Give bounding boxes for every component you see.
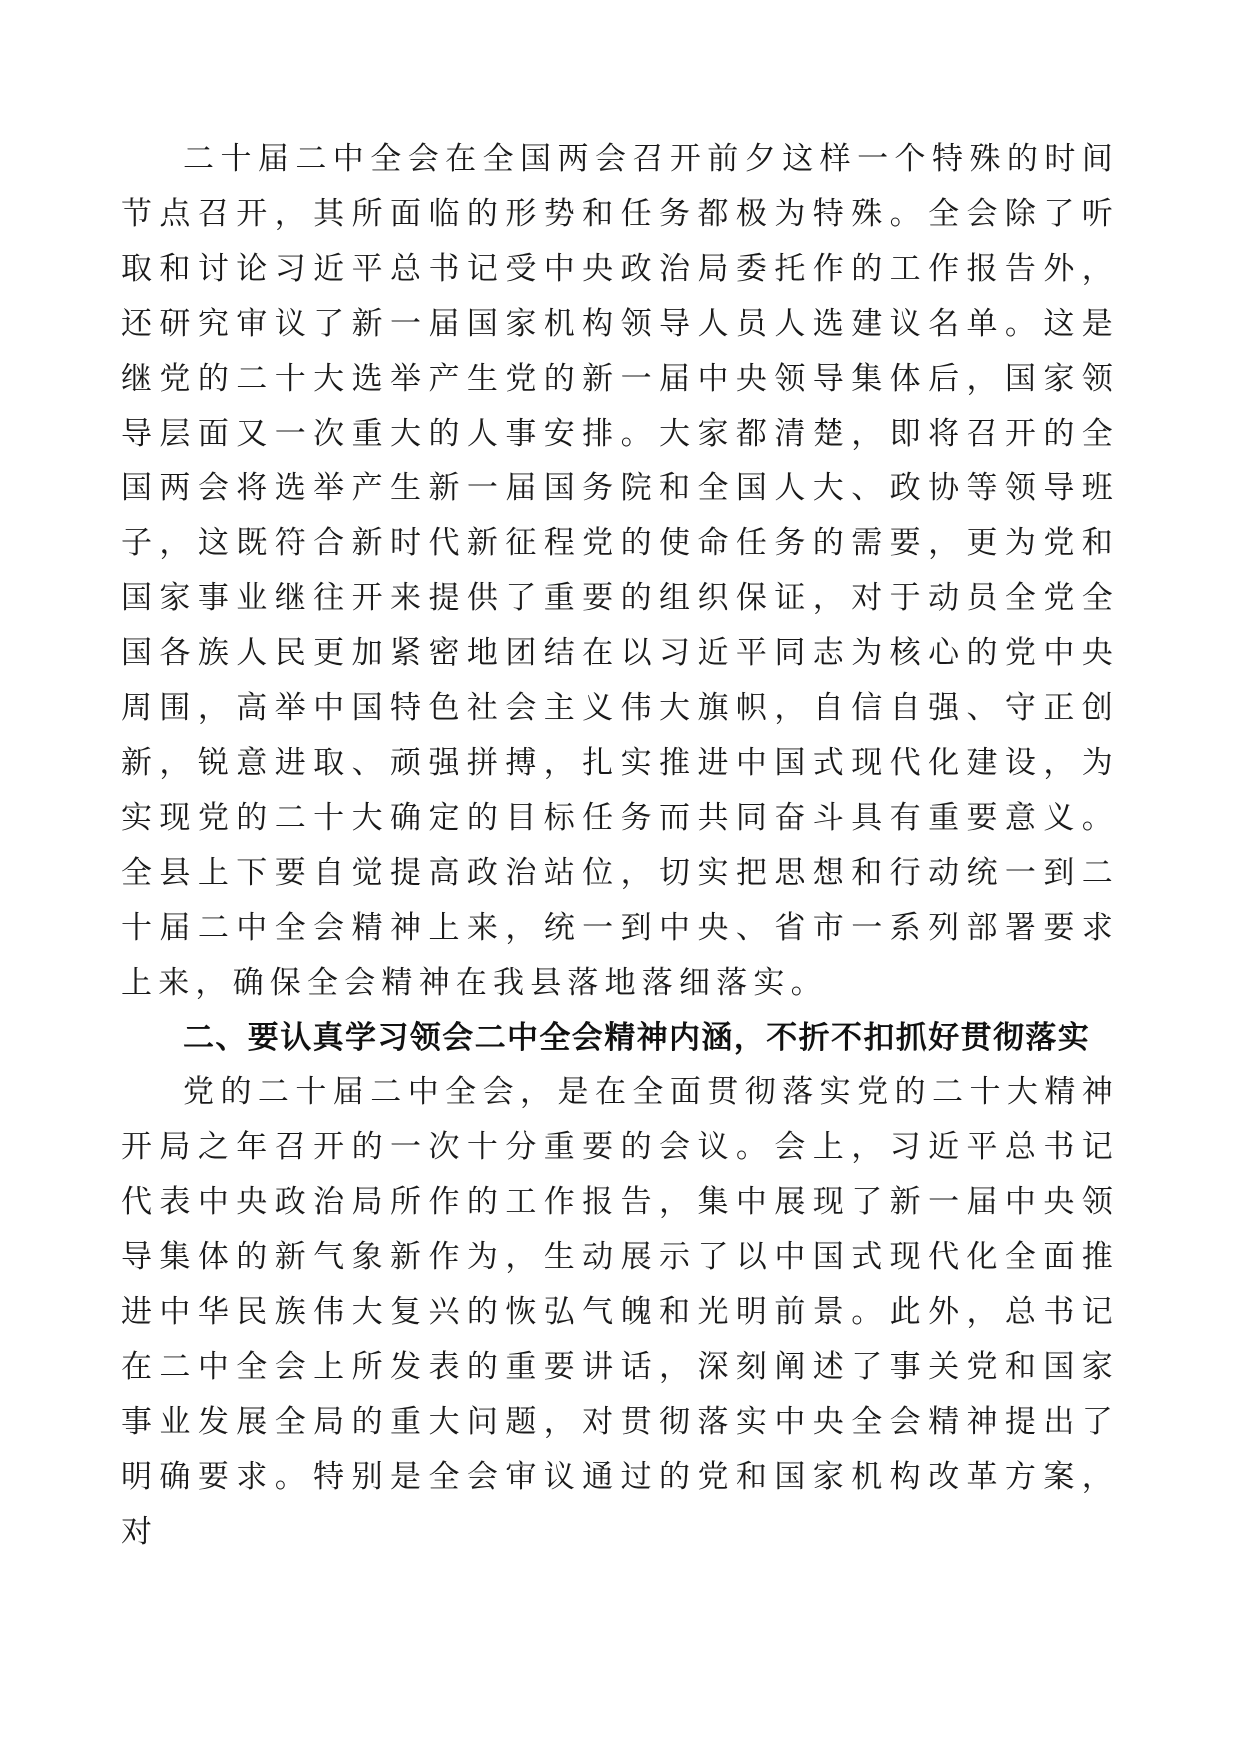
body-paragraph: 二十届二中全会在全国两会召开前夕这样一个特殊的时间节点召开，其所面临的形势和任务都极为特殊。全会除了听取和讨论习近平总书记受中央政治局委托作的工作报告外，还研究审议了新一届国家机构领导人员人选建议名单。这是继党的二十大选举产生党的新一届中央领导集体后，国家领导层面又一次重大的人事安排。大家都清楚，即将召开的全国两会将选举产生新一届国务院和全国人大、政协等领导班子，这既符合新时代新征程党的使命任务的需要，更为党和国家事业继往开来提供了重要的组织保证，对于动员全党全国各族人民更加紧密地团结在以习近平同志为核心的党中央周围，高举中国特色社会主义伟大旗帜，自信自强、守正创新，锐意进取、顽强拼搏，扎实推进中国式现代化建设，为实现党的二十大确定的目标任务而共同奋斗具有重要意义。全县上下要自觉提高政治站位，切实把思想和行动统一到二十届二中全会精神上来，统一到中央、省市一系列部署要求上来，确保全会精神在我县落地落细落实。 <box>121 141 1119 1001</box>
body-paragraph: 党的二十届二中全会，是在全面贯彻落实党的二十大精神开局之年召开的一次十分重要的会议。会上，习近平总书记代表中央政治局所作的工作报告，集中展现了新一届中央领导集体的新气象新作为，生动展示了以中国式现代化全面推进中华民族伟大复兴的恢弘气魄和光明前景。此外，总书记在二中全会上所发表的重要讲话，深刻阐述了事关党和国家事业发展全局的重大问题，对贯彻落实中央全会精神提出了明确要求。特别是全会审议通过的党和国家机构改革方案，对 <box>121 1074 1119 1550</box>
document-body <box>121 132 1119 1560</box>
section-heading: 二、要认真学习领会二中全会精神内涵，不折不扣抓好贯彻落实 <box>183 1019 1091 1056</box>
